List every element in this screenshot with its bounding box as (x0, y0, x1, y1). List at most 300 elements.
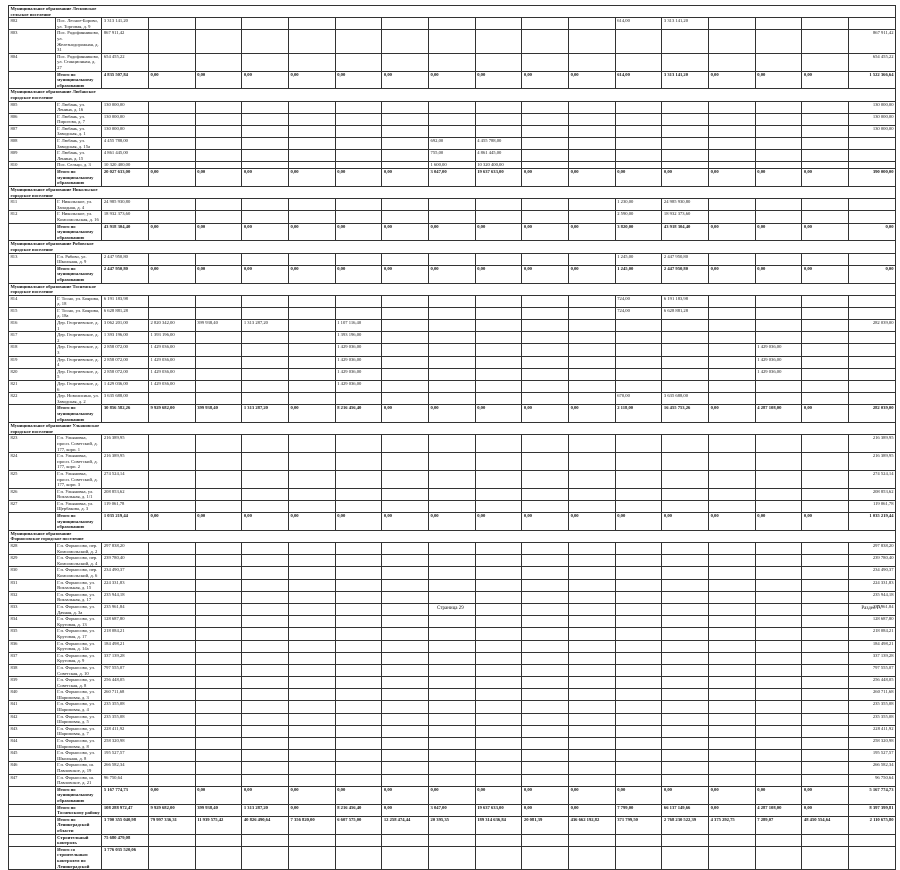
value-cell: 4 861 445,00 (102, 150, 149, 162)
address-cell: Г. Никольское, ул. Западная, д. 4 (55, 199, 102, 211)
value-cell (755, 138, 802, 150)
value-cell (802, 356, 849, 368)
value-cell: 0,00 (242, 71, 289, 89)
value-cell (615, 488, 662, 500)
row-number (9, 265, 56, 283)
address-cell: Г.п. Форносово, ш. Павловское, д. 19 (55, 762, 102, 774)
value-cell (289, 320, 336, 332)
value-cell (429, 689, 476, 701)
value-cell (849, 332, 896, 344)
value-cell (195, 774, 242, 786)
value-cell: 7 356 820,00 (289, 816, 336, 834)
value-cell: 19 637 633,00 (475, 804, 522, 816)
value-cell (289, 162, 336, 169)
row-number: 842 (9, 713, 56, 725)
value-cell (475, 640, 522, 652)
value-cell (195, 846, 242, 869)
value-cell (289, 591, 336, 603)
table-row (9, 488, 896, 500)
value-cell: 0,00 (849, 265, 896, 283)
value-cell (569, 453, 616, 471)
value-cell (802, 500, 849, 512)
address-cell: Г.п. Рябово, ул. Школьная, д. 9 (55, 253, 102, 265)
value-cell (242, 603, 289, 615)
table-row (9, 162, 896, 169)
value-cell: 18 932 373,60 (662, 211, 709, 223)
table-row (9, 762, 896, 774)
value-cell (149, 591, 196, 603)
address-cell: Дер. Георгиевское, д. 6 (55, 381, 102, 393)
value-cell (802, 138, 849, 150)
value-cell: 16 455 753,26 (662, 405, 709, 423)
address-cell: Г.п. Ульяновка, просп. Советский, д. 177, корп. 2 (55, 453, 102, 471)
value-cell (242, 125, 289, 137)
value-cell (849, 393, 896, 405)
value-cell (475, 320, 522, 332)
page-number: Страница 29 (437, 606, 464, 611)
value-cell (429, 320, 476, 332)
value-cell: 0,00 (289, 223, 336, 241)
value-cell (335, 150, 382, 162)
value-cell: 189 314 636,84 (475, 816, 522, 834)
value-cell: 43 918 304,40 (662, 223, 709, 241)
value-cell: 3 776 035 520,06 (102, 846, 149, 869)
value-cell (475, 628, 522, 640)
value-cell: 0,00 (709, 786, 756, 804)
value-cell: 2 820 342,00 (149, 320, 196, 332)
row-number: 828 (9, 543, 56, 555)
row-number: 816 (9, 320, 56, 332)
value-cell (755, 30, 802, 53)
value-cell (569, 846, 616, 869)
value-cell: 1 035 219,44 (849, 513, 896, 531)
value-cell (382, 713, 429, 725)
address-cell: Г.п. Форносово, пер. Комсомольский, д. 2 (55, 543, 102, 555)
value-cell (149, 162, 196, 169)
value-cell: 2 118,00 (615, 405, 662, 423)
value-cell (195, 689, 242, 701)
value-cell (149, 774, 196, 786)
table-row (9, 138, 896, 150)
row-number (9, 786, 56, 804)
value-cell: 0,00 (615, 513, 662, 531)
value-cell: 3 313 141,20 (662, 71, 709, 89)
value-cell (429, 579, 476, 591)
value-cell: 0,00 (382, 223, 429, 241)
value-cell: 256 448,05 (102, 677, 149, 689)
value-cell (709, 307, 756, 319)
value-cell (522, 368, 569, 380)
value-cell (662, 579, 709, 591)
value-cell: 0,00 (149, 786, 196, 804)
value-cell (475, 125, 522, 137)
value-cell (615, 603, 662, 615)
value-cell (522, 53, 569, 71)
value-cell (662, 356, 709, 368)
table-row (9, 628, 896, 640)
value-cell (289, 307, 336, 319)
value-cell (475, 356, 522, 368)
value-cell: 3 313 141,20 (662, 18, 709, 30)
value-cell (149, 579, 196, 591)
value-cell: 371 799,50 (615, 816, 662, 834)
value-cell (195, 616, 242, 628)
value-cell (849, 381, 896, 393)
value-cell (242, 199, 289, 211)
value-cell (149, 750, 196, 762)
value-cell (149, 725, 196, 737)
value-cell (709, 488, 756, 500)
row-number (9, 405, 56, 423)
value-cell (149, 393, 196, 405)
value-cell: 0,00 (522, 169, 569, 187)
value-cell (382, 750, 429, 762)
value-cell (569, 253, 616, 265)
value-cell (755, 713, 802, 725)
value-cell (755, 543, 802, 555)
value-cell (382, 689, 429, 701)
value-cell (662, 453, 709, 471)
section-title: Муниципальное образование Любанское городское поселение (9, 89, 102, 101)
value-cell (802, 579, 849, 591)
value-cell (522, 762, 569, 774)
value-cell: 2 110 675,80 (849, 816, 896, 834)
value-cell (335, 393, 382, 405)
value-cell (615, 579, 662, 591)
value-cell: 266 582,34 (849, 762, 896, 774)
value-cell (289, 689, 336, 701)
value-cell (522, 150, 569, 162)
value-cell (289, 470, 336, 488)
value-cell (335, 470, 382, 488)
value-cell (195, 652, 242, 664)
value-cell (242, 307, 289, 319)
value-cell (615, 713, 662, 725)
value-cell: 0,00 (569, 513, 616, 531)
value-cell (615, 750, 662, 762)
value-cell: 0,00 (289, 786, 336, 804)
address-cell: Г.п. Форносово, ул. Круговая, д. 17 (55, 628, 102, 640)
table-row (9, 253, 896, 265)
value-cell (569, 762, 616, 774)
value-cell (662, 591, 709, 603)
row-number: 838 (9, 664, 56, 676)
total-row (9, 405, 896, 423)
row-number: 826 (9, 488, 56, 500)
value-cell (429, 774, 476, 786)
value-cell (475, 113, 522, 125)
value-cell (522, 543, 569, 555)
value-cell (755, 591, 802, 603)
row-number: 814 (9, 295, 56, 307)
total-row (9, 223, 896, 241)
value-cell (522, 125, 569, 137)
value-cell (615, 762, 662, 774)
value-cell: 4 287 108,00 (755, 405, 802, 423)
value-cell: 0,00 (149, 513, 196, 531)
value-cell (755, 555, 802, 567)
value-cell (149, 125, 196, 137)
value-cell (569, 101, 616, 113)
value-cell (382, 774, 429, 786)
row-number: 829 (9, 555, 56, 567)
value-cell: 128 687,80 (849, 616, 896, 628)
address-cell: Итого по муниципальному образованию (55, 169, 102, 187)
value-cell (709, 332, 756, 344)
value-cell (755, 664, 802, 676)
address-cell: Дер. Георгиевское, д. 2 (55, 332, 102, 344)
value-cell (195, 125, 242, 137)
value-cell (522, 750, 569, 762)
value-cell (475, 101, 522, 113)
table-row (9, 500, 896, 512)
value-cell (289, 199, 336, 211)
value-cell: 20 395,35 (429, 816, 476, 834)
table-row (9, 356, 896, 368)
value-cell (662, 701, 709, 713)
value-cell (429, 295, 476, 307)
section-title: Муниципальное образование Тосненское городское поселение (9, 283, 102, 295)
value-cell (382, 356, 429, 368)
value-cell (522, 664, 569, 676)
row-number: 831 (9, 579, 56, 591)
value-cell: 0,00 (755, 223, 802, 241)
table-row (9, 567, 896, 579)
value-cell (382, 368, 429, 380)
value-cell: 2 858 072,00 (102, 344, 149, 356)
value-cell (709, 253, 756, 265)
value-cell (755, 53, 802, 71)
value-cell (475, 53, 522, 71)
value-cell (662, 713, 709, 725)
value-cell (709, 555, 756, 567)
value-cell (802, 567, 849, 579)
value-cell: 260 711,68 (849, 689, 896, 701)
value-cell: 11 939 575,42 (195, 816, 242, 834)
value-cell (662, 725, 709, 737)
value-cell (522, 834, 569, 846)
value-cell (289, 500, 336, 512)
value-cell: 0,00 (475, 265, 522, 283)
value-cell (569, 199, 616, 211)
value-cell: 0,00 (755, 71, 802, 89)
table-row (9, 543, 896, 555)
table-row (9, 199, 896, 211)
value-cell (569, 30, 616, 53)
value-cell: 235 961,84 (102, 603, 149, 615)
value-cell (335, 738, 382, 750)
address-cell: Г.п. Ульяновка, ул. Вокзальная, д. 1/1 (55, 488, 102, 500)
value-cell (195, 713, 242, 725)
value-cell (755, 677, 802, 689)
value-cell (289, 713, 336, 725)
table-row (9, 125, 896, 137)
value-cell (755, 640, 802, 652)
value-cell (335, 53, 382, 71)
section-header-row (9, 187, 896, 199)
value-cell (802, 453, 849, 471)
value-cell: 0,00 (569, 169, 616, 187)
section-filler (102, 6, 896, 18)
value-cell: 0,00 (195, 169, 242, 187)
value-cell (429, 381, 476, 393)
value-cell (242, 616, 289, 628)
value-cell (755, 393, 802, 405)
value-cell (242, 453, 289, 471)
row-number: 836 (9, 640, 56, 652)
value-cell: 96 750,64 (849, 774, 896, 786)
value-cell (755, 652, 802, 664)
table-row (9, 393, 896, 405)
value-cell (849, 199, 896, 211)
value-cell: 2 590,00 (615, 211, 662, 223)
value-cell (615, 356, 662, 368)
value-cell (195, 664, 242, 676)
value-cell: 130 000,00 (102, 125, 149, 137)
value-cell: 0,00 (475, 786, 522, 804)
total-row (9, 804, 896, 816)
section-title: Муниципальное образование Форносовское городское поселение (9, 530, 102, 542)
value-cell (755, 738, 802, 750)
value-cell: 108 288 972,47 (102, 804, 149, 816)
value-cell (522, 470, 569, 488)
value-cell: 239 780,40 (102, 555, 149, 567)
value-cell (475, 616, 522, 628)
value-cell (289, 344, 336, 356)
value-cell: 235 944,18 (102, 591, 149, 603)
value-cell (289, 774, 336, 786)
value-cell (802, 199, 849, 211)
value-cell: 1 107 116,40 (335, 320, 382, 332)
value-cell (289, 579, 336, 591)
row-number: 827 (9, 500, 56, 512)
value-cell (662, 381, 709, 393)
row-number (9, 846, 56, 869)
row-number: 834 (9, 616, 56, 628)
value-cell: 3 635 688,00 (102, 393, 149, 405)
value-cell (569, 664, 616, 676)
value-cell (195, 543, 242, 555)
value-cell (475, 750, 522, 762)
value-cell: 0,00 (755, 169, 802, 187)
value-cell (849, 211, 896, 223)
address-cell: Г.п. Форносово, пер. Комсомольский, д. 6 (55, 567, 102, 579)
value-cell (569, 368, 616, 380)
value-cell (149, 488, 196, 500)
value-cell (335, 774, 382, 786)
value-cell (615, 101, 662, 113)
value-cell (849, 295, 896, 307)
value-cell (662, 500, 709, 512)
value-cell (709, 664, 756, 676)
value-cell (615, 640, 662, 652)
value-cell (289, 18, 336, 30)
value-cell (475, 677, 522, 689)
value-cell (662, 774, 709, 786)
value-cell: 3 047,00 (429, 169, 476, 187)
value-cell (382, 470, 429, 488)
value-cell (335, 725, 382, 737)
value-cell (755, 701, 802, 713)
value-cell (849, 307, 896, 319)
value-cell (475, 30, 522, 53)
value-cell: 184 498,21 (102, 640, 149, 652)
value-cell (522, 453, 569, 471)
value-cell: 40 826 490,64 (242, 816, 289, 834)
value-cell (149, 677, 196, 689)
total-row (9, 169, 896, 187)
value-cell (149, 307, 196, 319)
value-cell (429, 750, 476, 762)
value-cell (755, 18, 802, 30)
value-cell (709, 846, 756, 869)
value-cell (615, 381, 662, 393)
value-cell: 1 429 036,00 (102, 381, 149, 393)
value-cell (569, 677, 616, 689)
value-cell (195, 393, 242, 405)
value-cell (149, 500, 196, 512)
value-cell (755, 567, 802, 579)
address-cell: Г.п. Форносово, ул. Круговая, д. 14а (55, 640, 102, 652)
value-cell (755, 470, 802, 488)
value-cell (289, 640, 336, 652)
value-cell (335, 543, 382, 555)
table-row (9, 470, 896, 488)
value-cell: 48 450 554,64 (802, 816, 849, 834)
table-row (9, 453, 896, 471)
value-cell (709, 567, 756, 579)
value-cell: 130 000,00 (102, 113, 149, 125)
value-cell: 0,00 (522, 786, 569, 804)
value-cell (382, 125, 429, 137)
value-cell (522, 701, 569, 713)
value-cell (475, 725, 522, 737)
value-cell: 5 167 774,73 (849, 786, 896, 804)
value-cell (522, 138, 569, 150)
value-cell (802, 101, 849, 113)
value-cell (242, 435, 289, 453)
section-filler (102, 423, 896, 435)
value-cell: 0,00 (289, 71, 336, 89)
value-cell (195, 453, 242, 471)
table-row (9, 211, 896, 223)
row-number: 845 (9, 750, 56, 762)
value-cell (289, 725, 336, 737)
value-cell (522, 18, 569, 30)
value-cell (382, 295, 429, 307)
value-cell (569, 713, 616, 725)
value-cell (522, 640, 569, 652)
value-cell (755, 488, 802, 500)
value-cell: 0,00 (802, 786, 849, 804)
value-cell: 0,00 (429, 786, 476, 804)
value-cell (802, 344, 849, 356)
value-cell (802, 774, 849, 786)
value-cell (149, 30, 196, 53)
section-header-row (9, 283, 896, 295)
value-cell (802, 750, 849, 762)
value-cell (522, 725, 569, 737)
value-cell: 8 216 456,40 (335, 405, 382, 423)
value-cell (429, 591, 476, 603)
value-cell (242, 393, 289, 405)
value-cell (242, 356, 289, 368)
value-cell: 0,00 (615, 786, 662, 804)
value-cell (662, 30, 709, 53)
row-number: 803 (9, 30, 56, 53)
value-cell (849, 846, 896, 869)
value-cell: 0,00 (195, 265, 242, 283)
